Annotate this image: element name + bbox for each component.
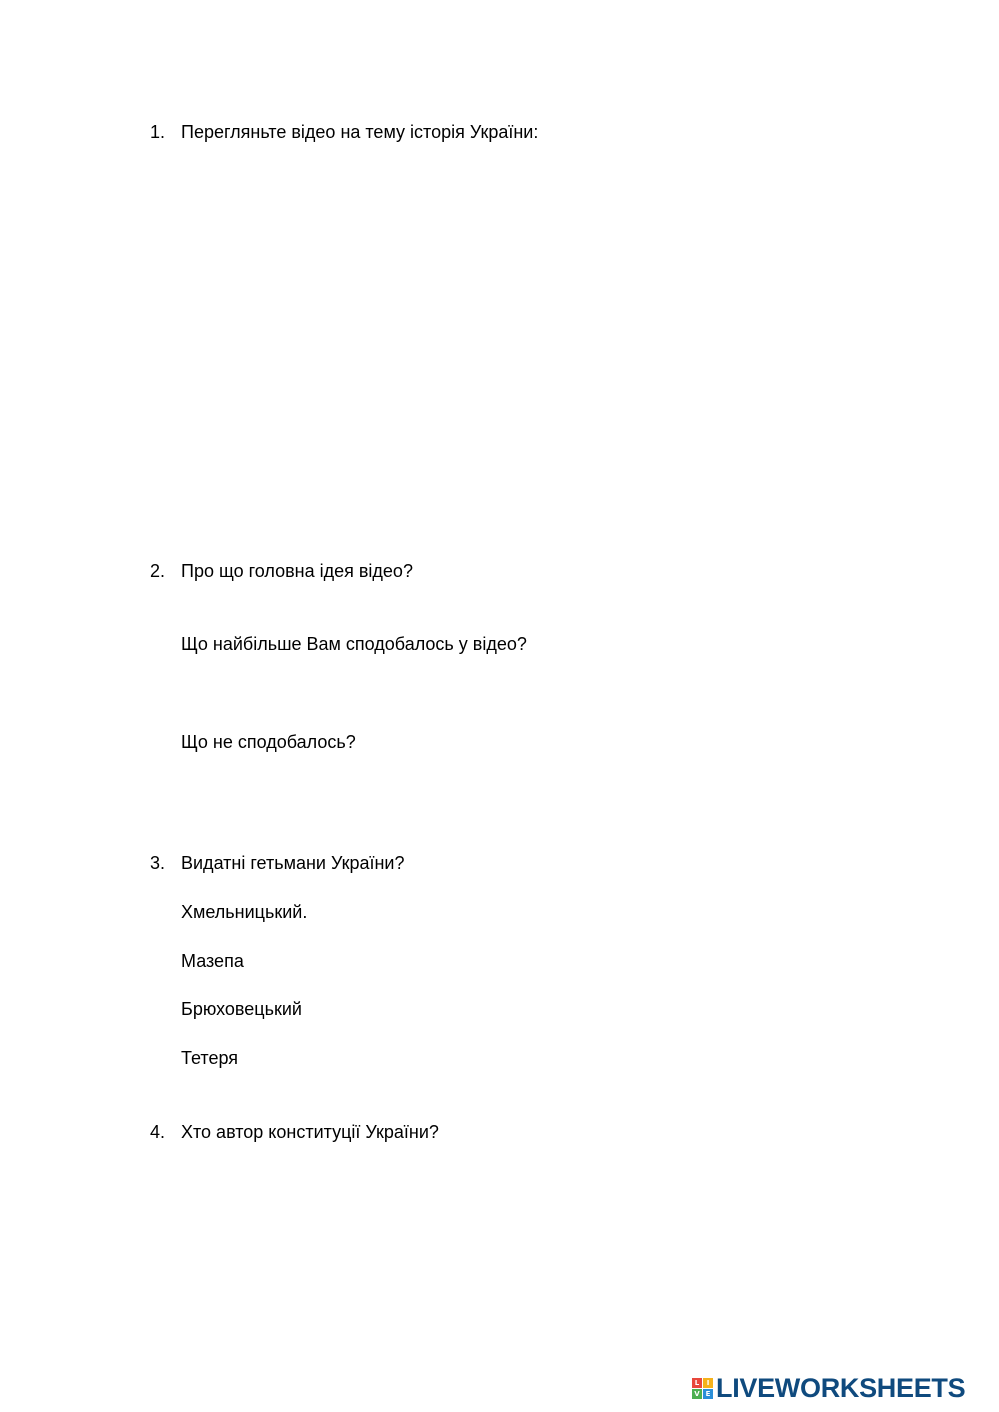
question-4-number: 4. (150, 1122, 166, 1142)
question-2-number: 2. (150, 561, 166, 581)
question-2-text: Про що головна ідея відео? (181, 561, 413, 581)
question-3-text: Видатні гетьмани України? (181, 853, 405, 873)
question-2-liked-most: Що найбільше Вам сподобалось у відео? (181, 634, 527, 654)
question-1-text: Перегляньте відео на тему історія України: (181, 122, 539, 142)
logo-mark-cell-l: L (692, 1378, 702, 1388)
hetman-1: Хмельницький. (181, 902, 308, 922)
hetman-4: Тетеря (181, 1048, 239, 1068)
liveworksheets-logo (692, 1374, 965, 1402)
hetman-3: Брюховецький (181, 999, 302, 1019)
question-1-number: 1. (150, 122, 166, 142)
logo-mark-cell-e: E (703, 1389, 713, 1399)
logo-text: LIVEWORKSHEETS (716, 1372, 966, 1403)
logo-mark-icon (692, 1378, 713, 1399)
question-4-text: Хто автор конституції України? (181, 1122, 439, 1142)
hetman-2: Мазепа (181, 951, 244, 971)
question-2-disliked: Що не сподобалось? (181, 732, 356, 752)
logo-mark-cell-v: V (692, 1389, 702, 1399)
logo-mark-cell-i: I (703, 1378, 713, 1388)
question-3-number: 3. (150, 853, 166, 873)
